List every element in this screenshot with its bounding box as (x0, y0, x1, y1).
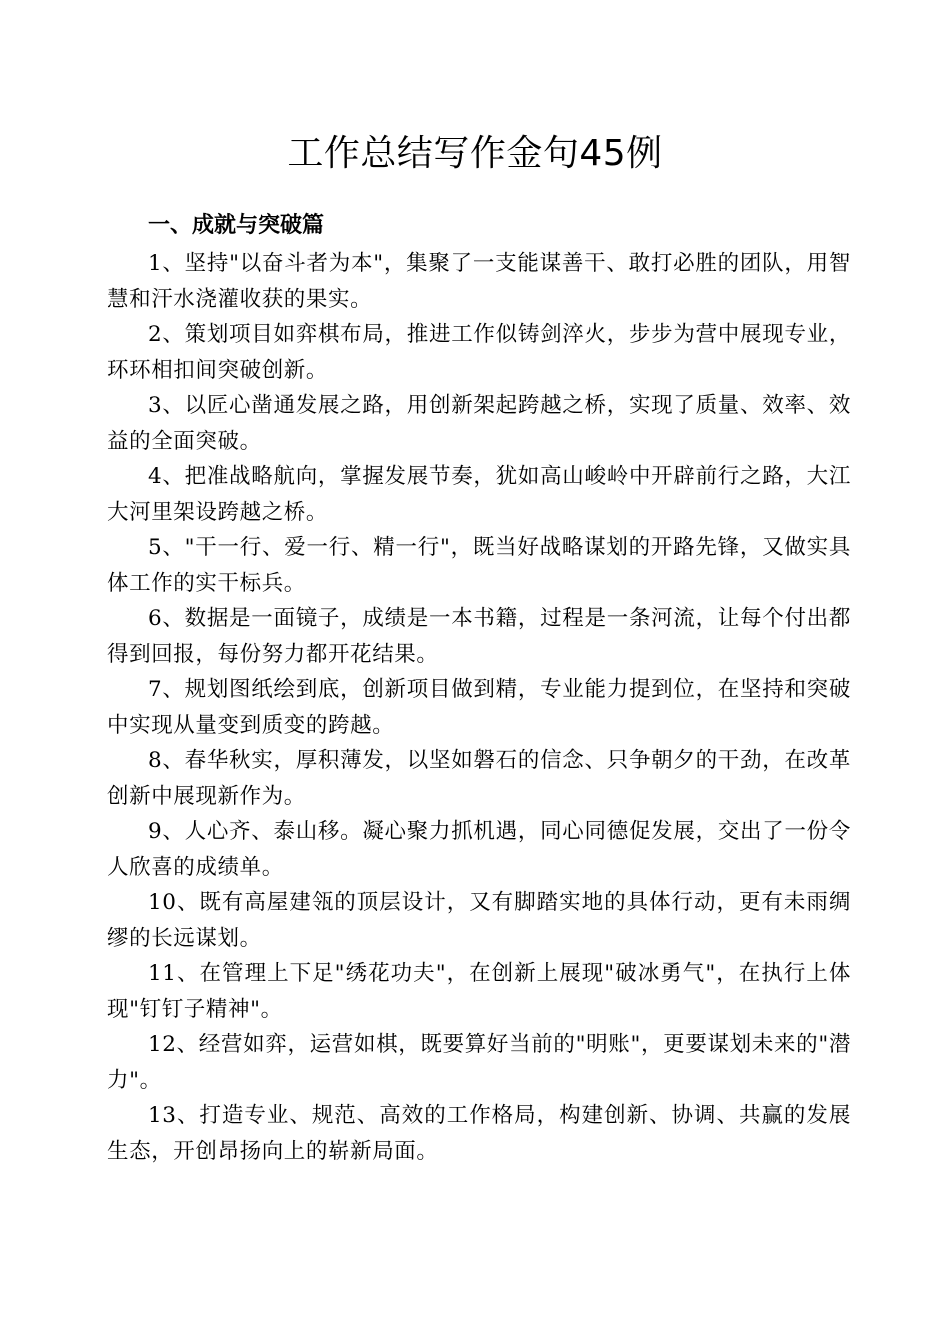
list-item: 11、在管理上下足"绣花功夫"，在创新上展现"破冰勇气"，在执行上体现"钉钉子精神"。 (107, 961, 851, 1022)
list-item: 1、坚持"以奋斗者为本"，集聚了一支能谋善干、敢打必胜的团队，用智慧和汗水浇灌收获的果实。 (107, 251, 851, 312)
list-item: 6、数据是一面镜子，成绩是一本书籍，过程是一条河流，让每个付出都得到回报，每份努力都开花结果。 (107, 606, 851, 667)
page-title: 工作总结写作金句45例 (287, 133, 663, 174)
list-item: 12、经营如弈，运营如棋，既要算好当前的"明账"，更要谋划未来的"潜力"。 (107, 1032, 851, 1093)
list-item: 3、以匠心凿通发展之路，用创新架起跨越之桥，实现了质量、效率、效益的全面突破。 (107, 393, 851, 454)
list-item: 10、既有高屋建瓴的顶层设计，又有脚踏实地的具体行动，更有未雨绸缪的长远谋划。 (107, 890, 851, 951)
list-item: 2、策划项目如弈棋布局，推进工作似铸剑淬火，步步为营中展现专业，环环相扣间突破创新。 (107, 322, 851, 383)
list-item: 7、规划图纸绘到底，创新项目做到精，专业能力提到位，在坚持和突破中实现从量变到质变的跨越。 (107, 677, 851, 738)
list-item: 8、春华秋实，厚积薄发，以坚如磐石的信念、只争朝夕的干劲，在改革创新中展现新作为。 (107, 748, 851, 809)
list-item: 5、"干一行、爱一行、精一行"，既当好战略谋划的开路先锋，又做实具体工作的实干标兵。 (107, 535, 851, 596)
list-item: 4、把准战略航向，掌握发展节奏，犹如高山峻岭中开辟前行之路，大江大河里架设跨越之桥。 (107, 464, 851, 525)
list-item: 13、打造专业、规范、高效的工作格局，构建创新、协调、共赢的发展生态，开创昂扬向上的崭新局面。 (107, 1103, 851, 1164)
quote-list (107, 246, 851, 1169)
section-heading: 一、成就与突破篇 (148, 213, 325, 238)
list-item: 9、人心齐、泰山移。凝心聚力抓机遇，同心同德促发展，交出了一份令人欣喜的成绩单。 (107, 819, 851, 880)
